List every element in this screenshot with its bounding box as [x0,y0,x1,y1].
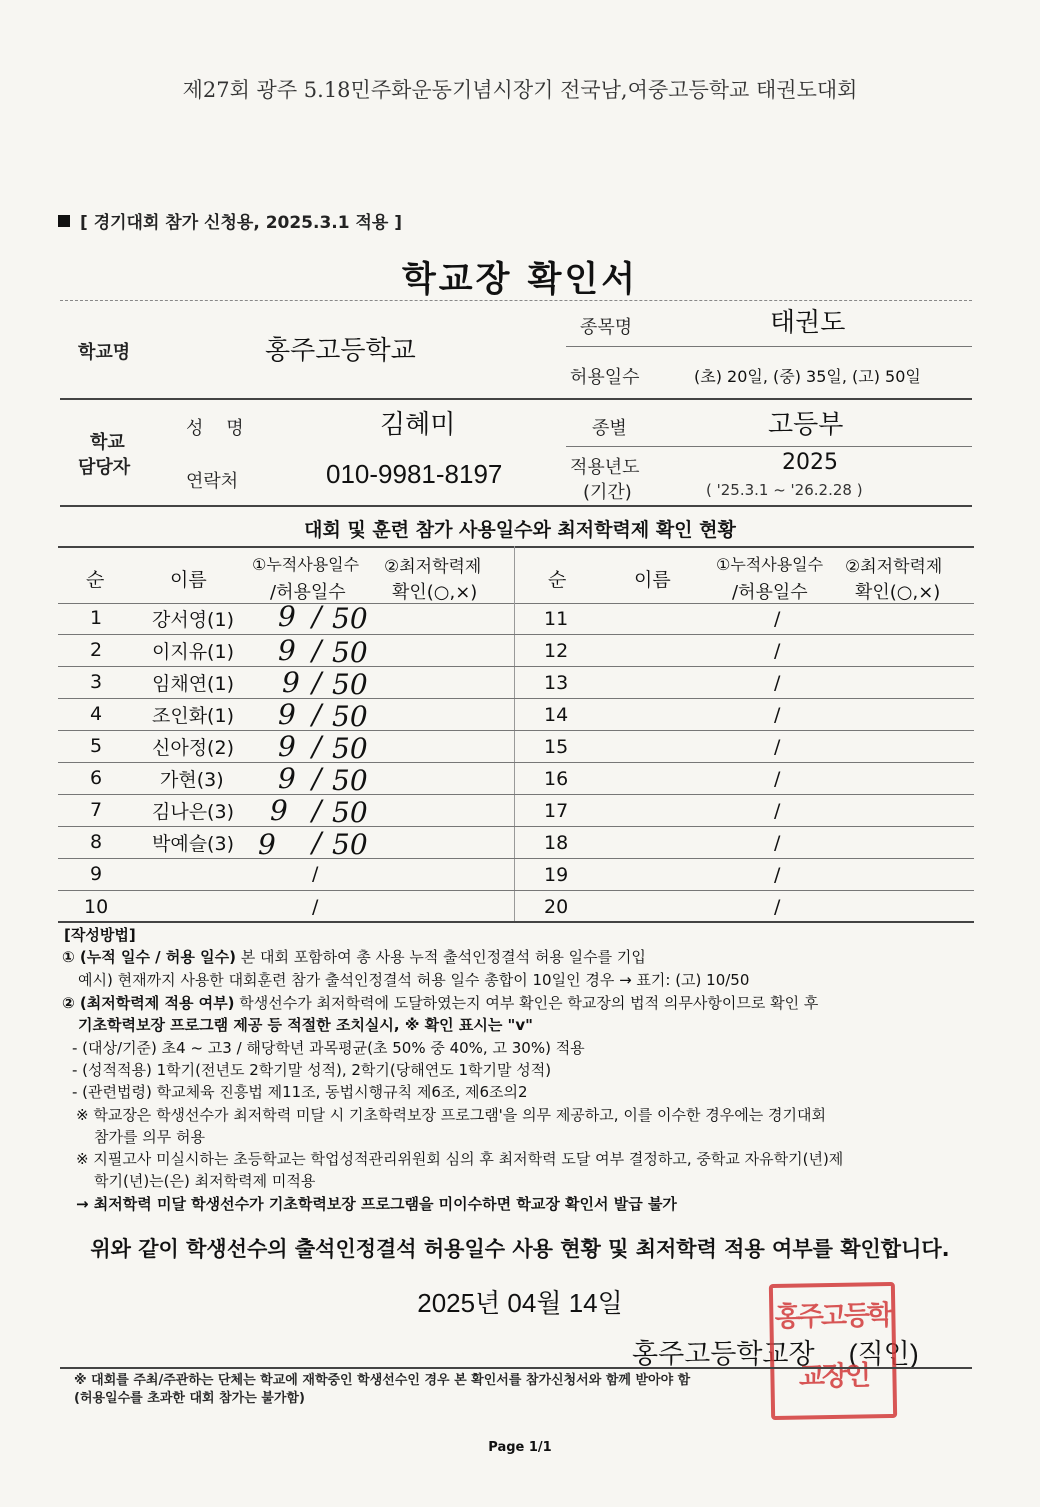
row-used-days: 9 [282,666,300,699]
row-no: 14 [544,704,569,726]
table-header-bottom [58,603,974,604]
row-name: 조인화(1) [152,705,234,727]
row-no: 10 [84,896,109,918]
row-no: 19 [544,864,569,886]
divider [60,300,972,301]
instruction-line: ※ 학교장은 학생선수가 최저학력 미달 시 기초학력보장 프로그램'을 의무 제공하고, 이를 이수한 경우에는 경기대회 [76,1106,826,1124]
row-used-days: 9 [278,634,296,667]
row-separator: / [312,896,319,918]
row-divider [58,890,974,891]
apply-year-label: 적용년도 [570,457,640,478]
row-no: 18 [544,832,569,854]
row-divider [58,762,974,763]
seal-note: (직인) [848,1339,919,1369]
footer-divider [60,1367,972,1369]
form-note-text: [ 경기대회 참가 신청용, 2025.3.1 적용 ] [80,213,403,233]
instruction-line [62,946,646,967]
col-header-check-right: ②최저학력제 [845,557,943,577]
row-separator: / [312,698,322,731]
row-separator: / [774,704,781,726]
footnote-line: (허용일수를 초과한 대회 참가는 불가함) [74,1391,305,1406]
row-separator: / [312,826,322,859]
instruction-bold: ② (최저학력제 적용 여부) [62,994,235,1012]
row-divider [58,858,974,859]
row-separator: / [312,762,322,795]
row-allowed-days: 50 [332,828,368,861]
apply-period-label: (기간) [583,482,632,503]
row-no: 15 [544,736,569,758]
row-no: 1 [90,607,103,629]
row-separator: / [312,794,322,827]
row-name: 박예슬(3) [152,833,234,855]
row-allowed-days: 50 [332,668,368,701]
row-no: 8 [90,831,103,853]
col-header-check-sub-right: 확인(○,×) [855,582,941,603]
footnote [74,1372,974,1408]
instruction-line: 참가를 의무 허용 [94,1128,205,1146]
row-allowed-days: 50 [332,732,368,765]
row-separator: / [312,600,322,633]
instruction-line: ※ 지필고사 미실시하는 초등학교는 학업성적관리위원회 심의 후 최저학력 도달 여부 결정하고, 중학교 자유학기(년)제 [76,1150,844,1168]
row-divider [58,730,974,731]
row-divider [58,794,974,795]
row-name: 임채연(1) [152,673,234,695]
instruction-line: 기초학력보장 프로그램 제공 등 적절한 조치실시, ※ 확인 표시는 "v" [78,1016,533,1034]
row-name: 신아정(2) [152,737,234,759]
row-no: 13 [544,672,569,694]
row-used-days: 9 [278,698,296,731]
instruction-text: 학생선수가 최저학력에 도달하였는지 여부 확인은 학교장의 법적 의무사항이므로 확인 후 [234,994,819,1012]
row-separator: / [312,863,319,885]
row-no: 12 [544,640,569,662]
row-separator: / [774,640,781,662]
row-no: 11 [544,608,569,630]
row-separator: / [774,736,781,758]
confirmation-statement: 위와 같이 학생선수의 출석인정결석 허용일수 사용 현황 및 최저학력 적용 여부를 확인합니다. [90,1237,950,1261]
row-separator: / [774,608,781,630]
square-bullet-icon [58,215,70,227]
row-separator: / [774,832,781,854]
row-divider [58,666,974,667]
divider [60,505,972,507]
event-title: 제27회 광주 5.18민주화운동기념시장기 전국남,여중고등학교 태권도대회 [182,78,858,102]
school-label: 학교명 [78,342,131,363]
row-no: 5 [90,735,103,757]
col-header-no-right: 순 [548,569,567,591]
row-used-days: 9 [278,600,296,633]
row-separator: / [774,800,781,822]
apply-period-value: ( '25.3.1 ~ '26.2.28 ) [706,481,863,499]
instruction-bold: ① (누적 일수 / 허용 일수) [62,948,236,966]
row-name: 강서영(1) [152,609,234,631]
row-no: 3 [90,671,103,693]
row-name: 가현(3) [160,769,224,791]
row-no: 16 [544,768,569,790]
row-no: 9 [90,863,103,885]
col-header-days-sub-right: /허용일수 [732,582,808,603]
divider [60,398,972,400]
allowed-days-value: (초) 20일, (중) 35일, (고) 50일 [694,367,921,386]
instruction-line: 학기(년)는(은) 최저학력제 미적용 [94,1172,316,1190]
instruction-line: - (대상/기준) 초4 ~ 고3 / 해당학년 과목평균(초 50% 중 40%, 고 30%) 적용 [72,1039,585,1057]
row-separator: / [312,634,322,667]
official-seal-icon: 홍주고등학교장인 [769,1282,897,1420]
row-no: 7 [90,799,103,821]
instruction-line: - (관련법령) 학교체육 진흥법 제11조, 동법시행규칙 제6조, 제6조의2 [72,1083,528,1101]
page-number: Page 1/1 [488,1440,552,1455]
row-no: 17 [544,800,569,822]
form-note [58,208,402,233]
issue-date: 2025년 04월 14일 [417,1288,623,1318]
instruction-line [62,992,818,1013]
manager-label-2: 담당자 [78,457,131,478]
school-value: 홍주고등학교 [265,335,416,365]
row-separator: / [774,864,781,886]
col-header-days: ①누적사용일수 [252,555,360,574]
row-divider [58,634,974,635]
row-divider [58,698,974,699]
col-header-check-sub: 확인(○,×) [392,582,478,603]
instruction-text: 본 대회 포함하여 총 사용 누적 출석인정결석 허용 일수를 기입 [235,948,646,966]
category-label: 종별 [592,418,627,439]
name-value: 김혜미 [380,409,456,439]
row-no: 4 [90,703,103,725]
row-allowed-days: 50 [332,796,368,829]
col-header-days-sub: /허용일수 [270,582,346,603]
row-separator: / [312,730,322,763]
event-label: 종목명 [580,317,633,338]
row-separator: / [312,666,322,699]
row-separator: / [774,896,781,918]
divider [566,446,972,447]
row-used-days: 9 [270,794,288,827]
manager-label-1: 학교 [90,432,125,453]
row-no: 6 [90,767,103,789]
col-header-name: 이름 [170,569,207,591]
row-used-days: 9 [258,828,276,861]
table-bottom-border [58,921,974,923]
row-no: 20 [544,896,569,918]
principal-name: 홍주고등학교장 [632,1339,815,1369]
row-allowed-days: 50 [332,636,368,669]
row-separator: / [774,672,781,694]
col-header-days-right: ①누적사용일수 [716,555,824,574]
col-header-no: 순 [86,569,105,591]
row-allowed-days: 50 [332,602,368,635]
contact-label: 연락처 [186,471,239,492]
instruction-line: - (성적적용) 1학기(전년도 2학기말 성적), 2학기(당해연도 1학기말 성적) [72,1061,552,1079]
row-allowed-days: 50 [332,764,368,797]
col-header-check: ②최저학력제 [384,557,482,577]
name-label: 성 명 [186,418,244,439]
apply-year-value: 2025 [782,450,838,475]
instructions-heading: [작성방법] [64,926,136,944]
divider [566,346,972,347]
instruction-line: → 최저학력 미달 학생선수가 기초학력보장 프로그램을 미이수하면 학교장 확인서 발급 불가 [76,1195,677,1213]
allowed-days-label: 허용일수 [570,367,640,388]
table-center-divider [514,546,515,921]
event-value: 태권도 [770,307,846,337]
row-allowed-days: 50 [332,700,368,733]
row-used-days: 9 [278,762,296,795]
col-header-name-right: 이름 [634,569,671,591]
instruction-line: 예시) 현재까지 사용한 대회훈련 참가 출석인정결석 허용 일수 총합이 10일인 경우 → 표기: (고) 10/50 [78,971,750,989]
footnote-line: ※ 대회를 주최/주관하는 단체는 학교에 재학중인 학생선수인 경우 본 확인서를 참가신청서와 함께 받아야 함 [74,1373,691,1388]
row-no: 2 [90,639,103,661]
status-section-title: 대회 및 훈련 참가 사용일수와 최저학력제 확인 현황 [304,519,736,541]
row-separator: / [774,768,781,790]
row-name: 이지유(1) [152,641,234,663]
document-title: 학교장 확인서 [401,260,639,300]
table-top-border [58,546,974,548]
contact-value: 010-9981-8197 [326,459,503,489]
row-name: 김나은(3) [152,801,234,823]
row-divider [58,826,974,827]
row-used-days: 9 [278,730,296,763]
category-value: 고등부 [768,409,844,439]
